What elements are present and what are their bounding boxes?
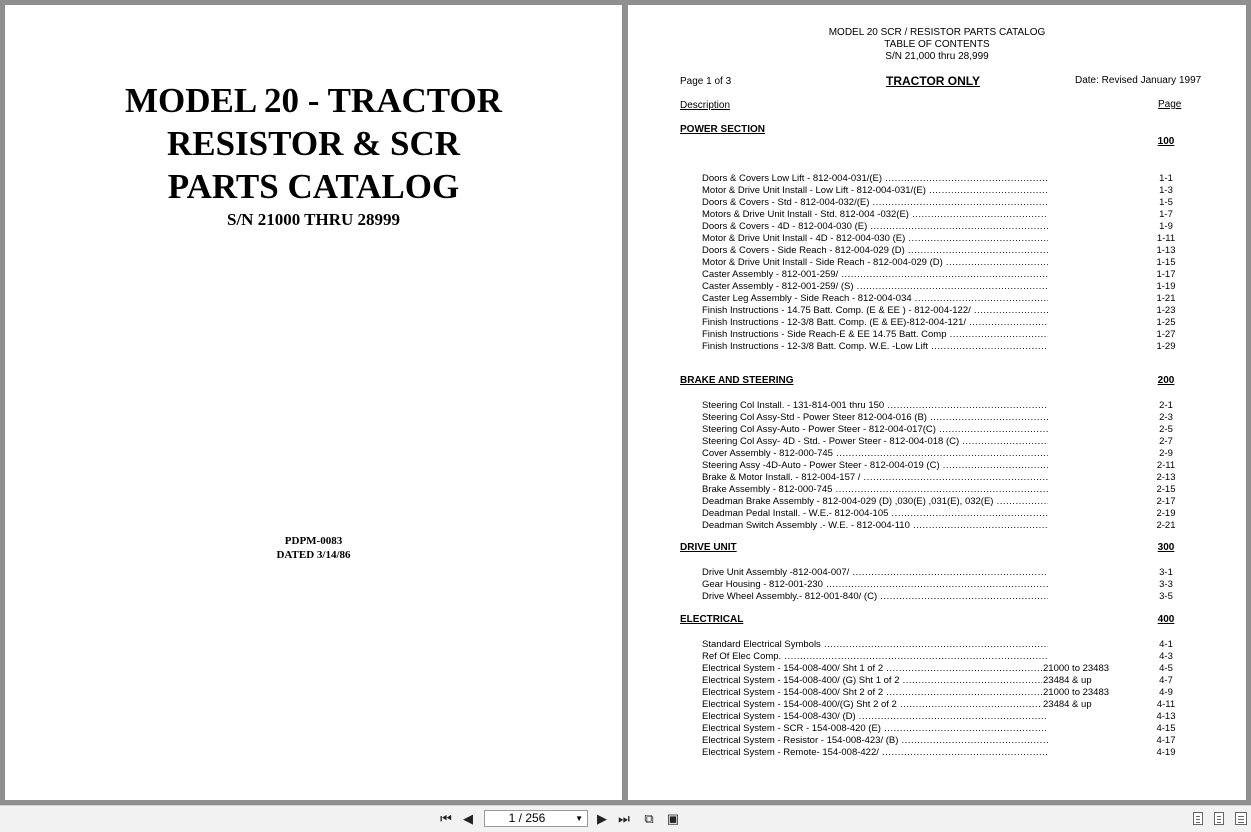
cover-dated: DATED 3/14/86 bbox=[276, 549, 351, 561]
toc-entry[interactable] bbox=[702, 281, 1168, 293]
toc-entry-description: Steering Col Assy- 4D - Std. - Power Steer - 812-004-018 (C) ..... bbox=[702, 436, 1048, 448]
single-page-view-icon[interactable] bbox=[1193, 812, 1203, 825]
toc-entry-description: Doors & Covers Low Lift - 812-004-031/(E) ..... bbox=[702, 173, 1048, 185]
toc-entry[interactable] bbox=[702, 293, 1168, 305]
toc-entry[interactable] bbox=[702, 747, 1168, 759]
toc-col-page: Page bbox=[1158, 99, 1182, 110]
toc-entry-page: 4-19 bbox=[1156, 747, 1176, 758]
toc-entry-description: Electrical System - 154-008-400/ Sht 2 of 2 ..... bbox=[702, 687, 1048, 699]
toc-entry-description: Finish Instructions - 14.75 Batt. Comp. (E & EE ) - 812-004-122/ ..... bbox=[702, 305, 1048, 317]
toc-entry-description: Steering Col Install. - 131-814-001 thru 150 ..... bbox=[702, 400, 1048, 412]
next-page-icon[interactable]: ▶ bbox=[597, 811, 607, 826]
cover-page bbox=[5, 5, 622, 800]
toc-entry-description: Steering Assy -4D-Auto - Power Steer - 812-004-019 (C) ..... bbox=[702, 460, 1048, 472]
toc-entry[interactable] bbox=[702, 221, 1168, 233]
toc-entry-page: 4-5 bbox=[1159, 663, 1173, 674]
toc-entry-page: 1-19 bbox=[1156, 281, 1176, 292]
toc-entry-page: 2-19 bbox=[1156, 508, 1176, 519]
toc-entry-page: 4-3 bbox=[1159, 651, 1173, 662]
toc-entry-page: 1-5 bbox=[1159, 197, 1173, 208]
toc-entry-page: 1-25 bbox=[1156, 317, 1176, 328]
toc-entry[interactable] bbox=[702, 711, 1168, 723]
first-page-icon[interactable]: ⏮ bbox=[440, 811, 452, 826]
toc-entry[interactable] bbox=[702, 341, 1168, 353]
toc-entry[interactable] bbox=[702, 484, 1168, 496]
toc-entry[interactable] bbox=[702, 173, 1168, 185]
previous-page-icon[interactable]: ◀ bbox=[463, 811, 473, 826]
toc-entry-description: Electrical System - 154-008-400/ Sht 1 of 2 ..... bbox=[702, 663, 1048, 675]
cover-title-line-1: MODEL 20 - TRACTOR bbox=[125, 81, 502, 120]
toc-entry-description: Finish Instructions - 12-3/8 Batt. Comp. W.E. -Low Lift ..... bbox=[702, 341, 1048, 353]
toc-entry-page: 1-13 bbox=[1156, 245, 1176, 256]
toc-entry[interactable] bbox=[702, 245, 1168, 257]
toc-entry-page: 4-11 bbox=[1156, 699, 1176, 710]
last-page-icon[interactable]: ⏭ bbox=[618, 811, 630, 826]
toc-entry-description: Deadman Brake Assembly - 812-004-029 (D) ,030(E) ,031(E), 032(E) ..... bbox=[702, 496, 1048, 508]
toc-entry[interactable] bbox=[702, 305, 1168, 317]
cover-title-line-3: PARTS CATALOG bbox=[167, 167, 460, 206]
toc-header-line-1: MODEL 20 SCR / RESISTOR PARTS CATALOG bbox=[828, 27, 1046, 38]
toc-section-number: 300 bbox=[1157, 542, 1175, 553]
toc-entry-description: Motors & Drive Unit Install - Std. 812-004 -032(E) ..... bbox=[702, 209, 1048, 221]
toc-entry-page: 2-1 bbox=[1159, 400, 1173, 411]
toc-entry-page: 2-21 bbox=[1156, 520, 1176, 531]
toc-entry[interactable] bbox=[702, 269, 1168, 281]
toc-entry-page: 4-7 bbox=[1159, 675, 1173, 686]
toc-entry-page: 3-5 bbox=[1159, 591, 1173, 602]
toc-entry[interactable] bbox=[702, 412, 1168, 424]
toc-section-title[interactable]: DRIVE UNIT bbox=[680, 542, 737, 553]
toc-entry-page: 1-15 bbox=[1156, 257, 1176, 268]
toc-entry[interactable] bbox=[702, 663, 1168, 675]
toc-entry-page: 1-17 bbox=[1156, 269, 1176, 280]
toc-entry-description: Caster Assembly - 812-001-259/ (S) ..... bbox=[702, 281, 1048, 293]
toc-entry-description: Motor & Drive Unit Install - Side Reach - 812-004-029 (D) ..... bbox=[702, 257, 1048, 269]
toc-entry[interactable] bbox=[702, 567, 1168, 579]
continuous-view-icon[interactable] bbox=[1214, 812, 1224, 825]
toc-entry-description: Ref Of Elec Comp. ..... bbox=[702, 651, 1048, 663]
toc-entry-page: 2-5 bbox=[1159, 424, 1173, 435]
toc-entry-description: Cover Assembly - 812-000-745 ..... bbox=[702, 448, 1048, 460]
toc-entry[interactable] bbox=[702, 472, 1168, 484]
toc-entry-description: Electrical System - 154-008-400/ (G) Sht 1 of 2 ..... bbox=[702, 675, 1048, 687]
toc-entry[interactable] bbox=[702, 579, 1168, 591]
toc-section-title[interactable]: ELECTRICAL bbox=[680, 614, 744, 625]
toc-entry-page: 2-7 bbox=[1159, 436, 1173, 447]
toc-entry-page: 4-1 bbox=[1159, 639, 1173, 650]
toc-entry-page: 1-27 bbox=[1156, 329, 1176, 340]
toc-section-title[interactable]: BRAKE AND STEERING bbox=[680, 375, 794, 386]
toc-entry-description: Electrical System - SCR - 154-008-420 (E) ..... bbox=[702, 723, 1048, 735]
toc-entry-page: 3-1 bbox=[1159, 567, 1173, 578]
toc-entry-description: Drive Unit Assembly -812-004-007/ ..... bbox=[702, 567, 1048, 579]
toc-entry[interactable] bbox=[702, 233, 1168, 245]
toc-section-number: 100 bbox=[1157, 136, 1175, 147]
toc-entry[interactable] bbox=[702, 329, 1168, 341]
toc-entry[interactable] bbox=[702, 448, 1168, 460]
toc-entry-page: 1-3 bbox=[1159, 185, 1173, 196]
toc-entry[interactable] bbox=[702, 197, 1168, 209]
toc-entry-description: Motor & Drive Unit Install - 4D - 812-004-030 (E) ..... bbox=[702, 233, 1048, 245]
toc-entry-description: Electrical System - 154-008-400/(G) Sht 2 of 2 ..... bbox=[702, 699, 1048, 711]
toc-page-of: Page 1 of 3 bbox=[680, 76, 732, 87]
toc-entry-page: 2-13 bbox=[1156, 472, 1176, 483]
cover-serial: S/N 21000 THRU 28999 bbox=[226, 210, 400, 229]
toc-entry-description: Finish Instructions - Side Reach-E & EE 14.75 Batt. Comp ..... bbox=[702, 329, 1048, 341]
toc-page bbox=[628, 5, 1246, 800]
toc-entry-page: 2-15 bbox=[1156, 484, 1176, 495]
toc-entry-serial-range: 23484 & up bbox=[1043, 675, 1092, 686]
toc-entry-page: 1-23 bbox=[1156, 305, 1176, 316]
toc-entry-description: Standard Electrical Symbols ..... bbox=[702, 639, 1048, 651]
toc-entry[interactable] bbox=[702, 639, 1168, 651]
toc-entry-page: 1-21 bbox=[1156, 293, 1176, 304]
toc-entry-description: Doors & Covers - Std - 812-004-032/(E) ..... bbox=[702, 197, 1048, 209]
toc-entry-description: Brake & Motor Install. - 812-004-157 / ..... bbox=[702, 472, 1048, 484]
toc-entry-description: Finish Instructions - 12-3/8 Batt. Comp. (E & EE)-812-004-121/ ..... bbox=[702, 317, 1048, 329]
toc-entry[interactable] bbox=[702, 460, 1168, 472]
toc-entry-page: 4-13 bbox=[1156, 711, 1176, 722]
toc-entry[interactable] bbox=[702, 520, 1168, 532]
toc-entry-page: 3-3 bbox=[1159, 579, 1173, 590]
cover-title-line-2: RESISTOR & SCR bbox=[166, 124, 461, 163]
toc-entry[interactable] bbox=[702, 436, 1168, 448]
toc-entry-serial-range: 23484 & up bbox=[1043, 699, 1092, 710]
toc-entry-description: Drive Wheel Assembly.- 812-001-840/ (C) ..... bbox=[702, 591, 1048, 603]
page-number-select[interactable] bbox=[484, 810, 588, 827]
toc-section-number: 200 bbox=[1157, 375, 1175, 386]
toc-entry[interactable] bbox=[702, 209, 1168, 221]
toc-entry[interactable] bbox=[702, 675, 1168, 687]
toc-entry[interactable] bbox=[702, 723, 1168, 735]
toc-entry-page: 1-1 bbox=[1159, 173, 1173, 184]
toc-entry-page: 4-17 bbox=[1156, 735, 1176, 746]
cover-doc-number: PDPM-0083 bbox=[284, 535, 343, 547]
toc-entry[interactable] bbox=[702, 185, 1168, 197]
toc-entry-page: 1-7 bbox=[1159, 209, 1173, 220]
toc-revised-date: Date: Revised January 1997 bbox=[1075, 75, 1202, 86]
toc-entry-description: Deadman Pedal Install. - W.E.- 812-004-105 ..... bbox=[702, 508, 1048, 520]
toc-col-description: Description bbox=[680, 100, 731, 111]
toc-entry-description: Gear Housing - 812-001-230 ..... bbox=[702, 579, 1048, 591]
toc-entry-description: Steering Col Assy-Auto - Power Steer - 812-004-017(C) ..... bbox=[702, 424, 1048, 436]
toc-entry[interactable] bbox=[702, 496, 1168, 508]
toc-entry-description: Electrical System - Resistor - 154-008-423/ (B) ..... bbox=[702, 735, 1048, 747]
toc-entry-serial-range: 21000 to 23483 bbox=[1043, 663, 1110, 674]
toc-entry-description: Brake Assembly - 812-000-745 ..... bbox=[702, 484, 1048, 496]
toc-header-line-2: TABLE OF CONTENTS bbox=[884, 39, 990, 50]
toc-entry-description: Electrical System - Remote- 154-008-422/ ..... bbox=[702, 747, 1048, 759]
toc-entry[interactable] bbox=[702, 735, 1168, 747]
toc-scope: TRACTOR ONLY bbox=[886, 74, 981, 88]
toc-entry[interactable] bbox=[702, 424, 1168, 436]
toc-entry[interactable] bbox=[702, 508, 1168, 520]
toc-entry-page: 4-15 bbox=[1156, 723, 1176, 734]
toc-entry-description: Electrical System - 154-008-430/ (D) ..... bbox=[702, 711, 1048, 723]
toc-entry-page: 2-11 bbox=[1156, 460, 1176, 471]
toc-entry-page: 1-11 bbox=[1156, 233, 1176, 244]
toc-section-title[interactable]: POWER SECTION bbox=[680, 124, 766, 135]
toc-entry[interactable] bbox=[702, 651, 1168, 663]
toc-entry-page: 4-9 bbox=[1159, 687, 1173, 698]
toc-entry[interactable] bbox=[702, 317, 1168, 329]
toc-entry[interactable] bbox=[702, 687, 1168, 699]
fit-page-icon[interactable]: ⧉ bbox=[644, 811, 654, 826]
toc-entry-description: Doors & Covers - Side Reach - 812-004-029 (D) ..... bbox=[702, 245, 1048, 257]
toc-entry-page: 1-9 bbox=[1159, 221, 1173, 232]
toc-entry-description: Caster Assembly - 812-001-259/ ..... bbox=[702, 269, 1048, 281]
toc-entry-description: Steering Col Assy-Std - Power Steer 812-004-016 (B) ..... bbox=[702, 412, 1048, 424]
toc-entry-serial-range: 21000 to 23483 bbox=[1043, 687, 1110, 698]
fit-width-icon[interactable]: ▣ bbox=[666, 811, 680, 826]
chevron-down-icon: ▼ bbox=[575, 814, 583, 823]
toc-entry-description: Doors & Covers - 4D - 812-004-030 (E) ..... bbox=[702, 221, 1048, 233]
two-page-view-icon[interactable] bbox=[1235, 812, 1247, 825]
toc-section-number: 400 bbox=[1157, 614, 1175, 625]
viewer-toolbar bbox=[0, 805, 1251, 832]
toc-entry-page: 2-3 bbox=[1159, 412, 1173, 423]
page-indicator: 1 / 256 bbox=[508, 811, 546, 825]
toc-entry-description: Deadman Switch Assembly .- W.E. - 812-004-110 ..... bbox=[702, 520, 1048, 532]
toc-entry[interactable] bbox=[702, 591, 1168, 603]
toc-entry-page: 2-9 bbox=[1159, 448, 1173, 459]
toc-entry-description: Caster Leg Assembly - Side Reach - 812-004-034 ..... bbox=[702, 293, 1048, 305]
toc-entry[interactable] bbox=[702, 257, 1168, 269]
toc-header-line-3: S/N 21,000 thru 28,999 bbox=[885, 51, 989, 62]
toc-entry-page: 2-17 bbox=[1156, 496, 1176, 507]
toc-entry[interactable] bbox=[702, 699, 1168, 711]
toc-entry-page: 1-29 bbox=[1156, 341, 1176, 352]
toc-entry-description: Motor & Drive Unit Install - Low Lift - 812-004-031/(E) ..... bbox=[702, 185, 1048, 197]
toc-entry[interactable] bbox=[702, 400, 1168, 412]
